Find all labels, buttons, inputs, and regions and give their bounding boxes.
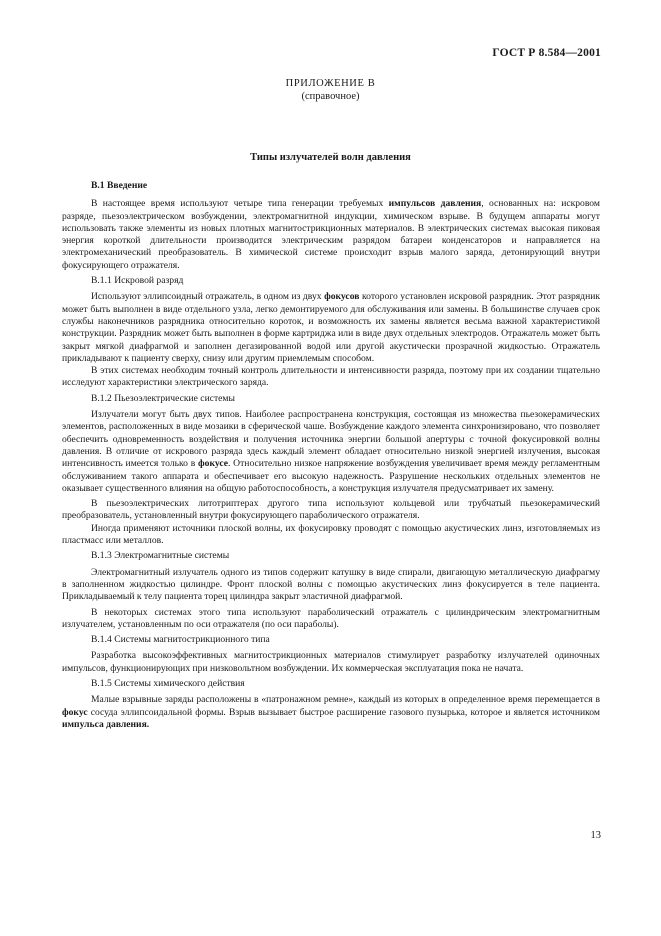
standard-designation: ГОСТ Р 8.584—2001 [492,47,601,59]
bold-term: импульса давления. [62,718,150,730]
heading-b1: В.1 Введение [91,180,148,191]
heading-b13: В.1.3 Электромагнитные системы [91,550,230,562]
bold-term: фокусе [198,458,228,470]
paragraph-b13-1: Электромагнитный излучатель одного из типов содержит катушку в виде спирали, двигающую металлическую диафрагму в заполненном жидкостью цилиндре. Фронт плоской волны с помощью акустических линз фокусируется в теле пациента. Прикладываемый к телу пациента торец цилиндра закрыт эластичной диафрагмой. [62,566,600,603]
bold-term: фокус [62,706,88,718]
appendix-heading [0,77,661,103]
appendix-title: ПРИЛОЖЕНИЕ В [285,78,376,89]
bold-term: фокусов [324,291,360,303]
bold-term: импульсов давления [388,198,482,210]
heading-b11: В.1.1 Искровой разряд [91,275,184,287]
paragraph-b1-1 [62,198,600,272]
paragraph-b12-3: Иногда применяют источники плоской волны, их фокусировку проводят с помощью акустических линз, изготовляемых из пластмасс или металлов. [62,522,600,547]
page-number: 13 [590,830,601,841]
section-title: Типы излучателей волн давления [250,152,411,163]
text-run: сосуда эллипсоидальной формы. Взрыв вызывает быстрое расширение газового пузырька, которое и является источником [87,706,600,718]
text-run: Используют эллипсоидный отражатель, в одном из двух [91,291,325,303]
text-run: Малые взрывные заряды расположены в «патронажном ремне», каждый из которых в определенное время перемещается в [91,694,600,706]
heading-b12: В.1.2 Пьезоэлектрические системы [91,392,235,404]
paragraph-b12-1 [62,409,600,495]
heading-b14: В.1.4 Системы магнитострикционного типа [91,634,270,646]
paragraph-b11-1 [62,291,600,365]
text-run: . Относительно низкое напряжение возбуждения увеличивает время между регламентным обслуживанием такого аппарата и обеспечивает его высокую надежность. Разрушение нескольких отдельных элементов не оказывает существенного влияния на общую работоспособность, а конструкция излучателя предусматривает их замену. [62,458,600,494]
paragraph-b12-2: В пьезоэлектрических литотриптерах другого типа используют кольцевой или трубчатый пьезокерамический преобразователь, установленный внутри фокусирующего параболического отражателя. [62,498,600,522]
text-run: , основанных на: искровом разряде, пьезоэлектрическом возбуждении, электромагнитной индукции, химическом взрыве. В будущем аппараты могут использовать также элементы из новых плотных магнитострикционных материалов. В электрических системах высокая пиковая энергия короткой длительности производится электрическим разрядом батареи конденсаторов и направляется на электромеханический преобразователь. В химической системе происходит взрыв малого заряда, детонирующий внутри фокусирующего отражателя. [62,198,600,271]
document-body [62,180,600,731]
text-run: В настоящее время используют четыре типа генерации требуемых [91,198,389,210]
paragraph-b15-1 [62,694,600,731]
paragraph-b14-1: Разработка высокоэффективных магнитострикционных материалов стимулирует разработку излучателей одиночных импульсов, функционирующих при низковольтном возбуждении. Их коммерческая эксплуатация пока не начата. [62,650,600,674]
text-run: Излучатели могут быть двух типов. Наиболее распространена конструкция, состоящая из множества пьезокерамических элементов, расположенных в виде мозаики в сферической чаше. Возбуждение каждого элемента синхронизировано, что позволяет обеспечить одновременность воздействия и получения источника энергии большой апертуры с точной фокусировкой волны давления. В отличие от искрового разряда здесь каждый элемент обладает относительно низкой энергией излучения, высокая интенсивность имеется только в [62,409,600,470]
paragraph-b13-2: В некоторых системах этого типа используют параболический отражатель с цилиндрическим электромагнитным излучателем, установленным по оси отражателя (по оси параболы). [62,606,600,630]
appendix-note: (справочное) [301,91,360,102]
heading-b15: В.1.5 Системы химического действия [91,677,245,689]
paragraph-b11-2: В этих системах необходим точный контроль длительности и интенсивности разряда, поэтому при их создании тщательно исследуют характеристики электрического заряда. [62,365,600,389]
text-run: которого установлен искровой разрядник. Этот разрядник может быть выполнен в виде отдельного узла, легко демонтируемого для обслуживания или замены. В большинстве случаев срок службы наконечников разрядника относительно короток, и возможность их замены является весьма важной характеристикой конструкции. Разрядник может быть выполнен в форме картриджа или в виде двух отдельных электродов. Отражатель может быть закрыт мягкой диафрагмой и заполнен дегазированной водой или другой акустически прозрачной жидкостью. Отражатель прикладывают к пациенту сверху, снизу или другим приемлемым способом. [62,291,600,364]
